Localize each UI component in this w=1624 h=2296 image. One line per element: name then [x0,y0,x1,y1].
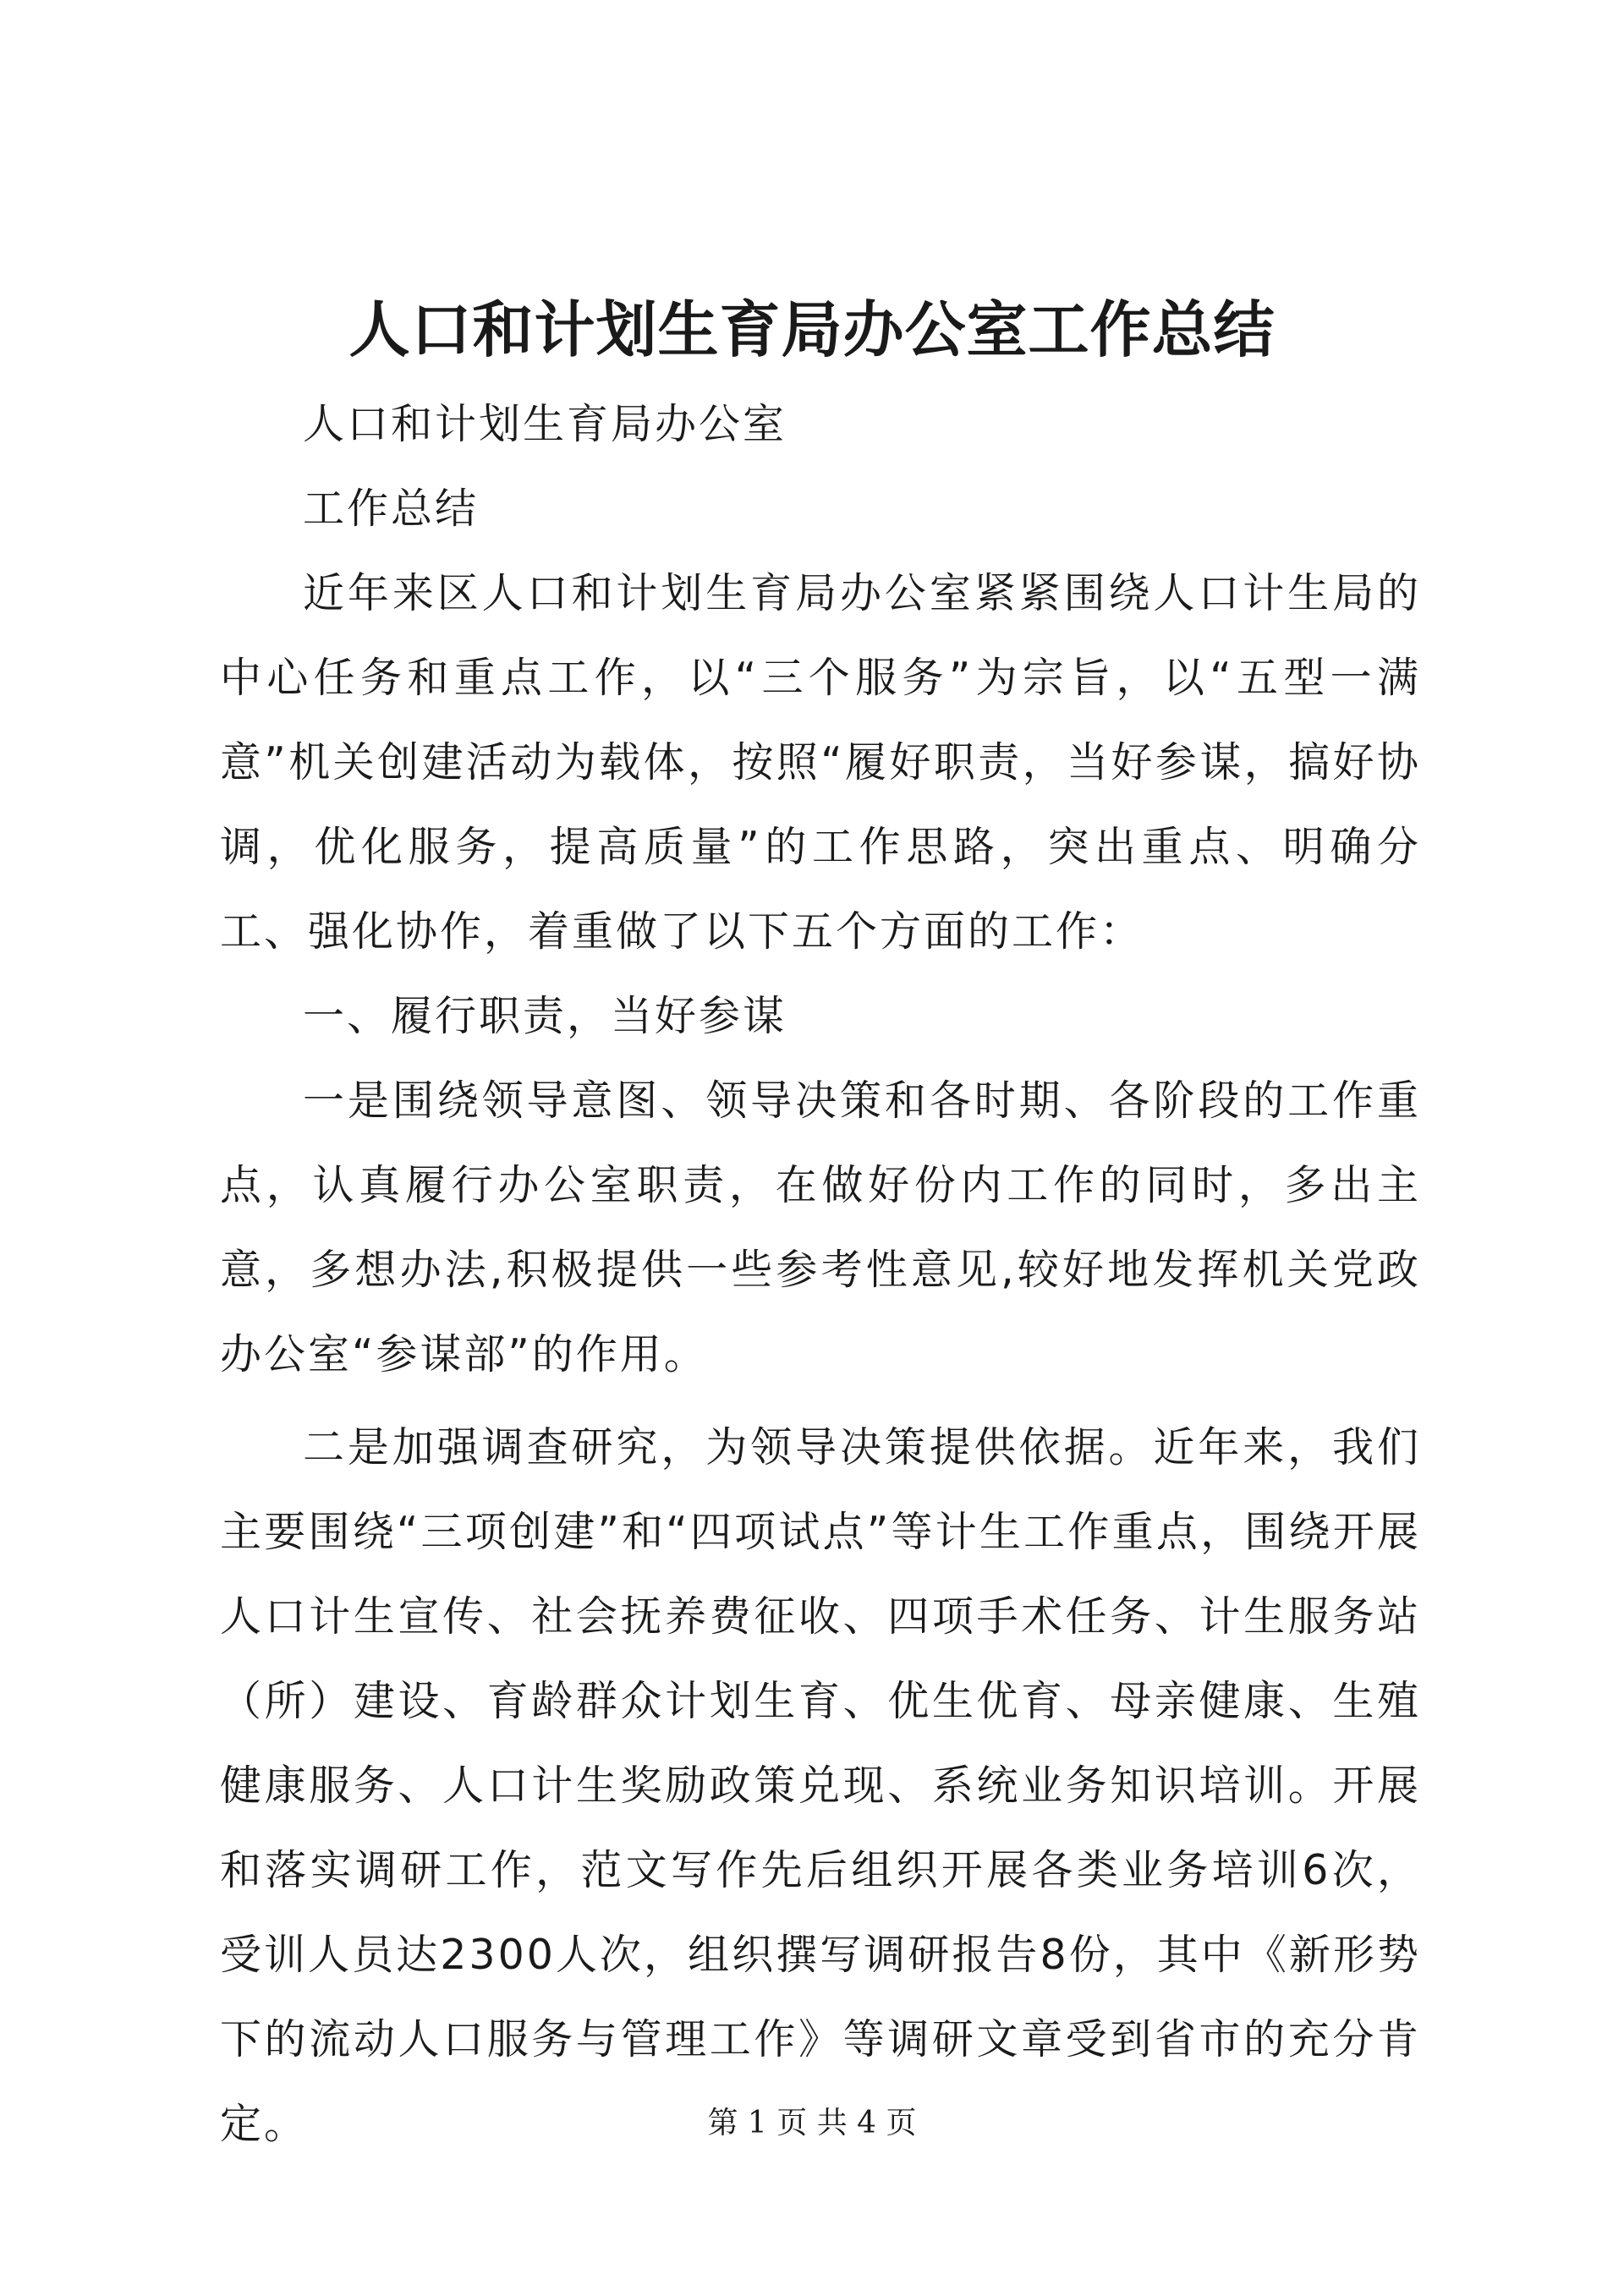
document-title: 人口和计划生育局办公室工作总结 [348,293,1276,365]
section-heading: 一、履行职责，当好参谋 [303,992,787,1040]
subtitle-line-1: 人口和计划生育局办公室 [303,400,787,448]
page-number-footer: 第 1 页 共 4 页 [707,2106,917,2140]
subtitle-line-2: 工作总结 [303,485,480,533]
document-body [220,382,1421,2167]
paragraph-second-point: 二是加强调查研究，为领导决策提供依据。近年来，我们主要围绕“三项创建”和“四项试点”等计生工作重点，围绕开展人口计生宣传、社会抚养费征收、四项手术任务、计生服务站（所）建设、育龄群众计划生育、优生优育、母亲健康、生殖健康服务、人口计生奖励政策兑现、系统业务知识培训。开展和落实调研工作，范文写作先后组织开展各类业务培训6次，受训人员达2300人次，组织撰写调研报告8份，其中《新形势下的流动人口服务与管理工作》等调研文章受到省市的充分肯定。 [220,1423,1421,2148]
intro-paragraph: 近年来区人口和计划生育局办公室紧紧围绕人口计生局的中心任务和重点工作，以“三个服务”为宗旨，以“五型一满意”机关创建活动为载体，按照“履好职责，当好参谋，搞好协调，优化服务，提高质量”的工作思路，突出重点、明确分工、强化协作，着重做了以下五个方面的工作： [220,569,1421,956]
paragraph-first-point: 一是围绕领导意图、领导决策和各时期、各阶段的工作重点，认真履行办公室职责，在做好份内工作的同时，多出主意，多想办法,积极提供一些参考性意见,较好地发挥机关党政办公室“参谋部”的作用。 [220,1077,1421,1378]
